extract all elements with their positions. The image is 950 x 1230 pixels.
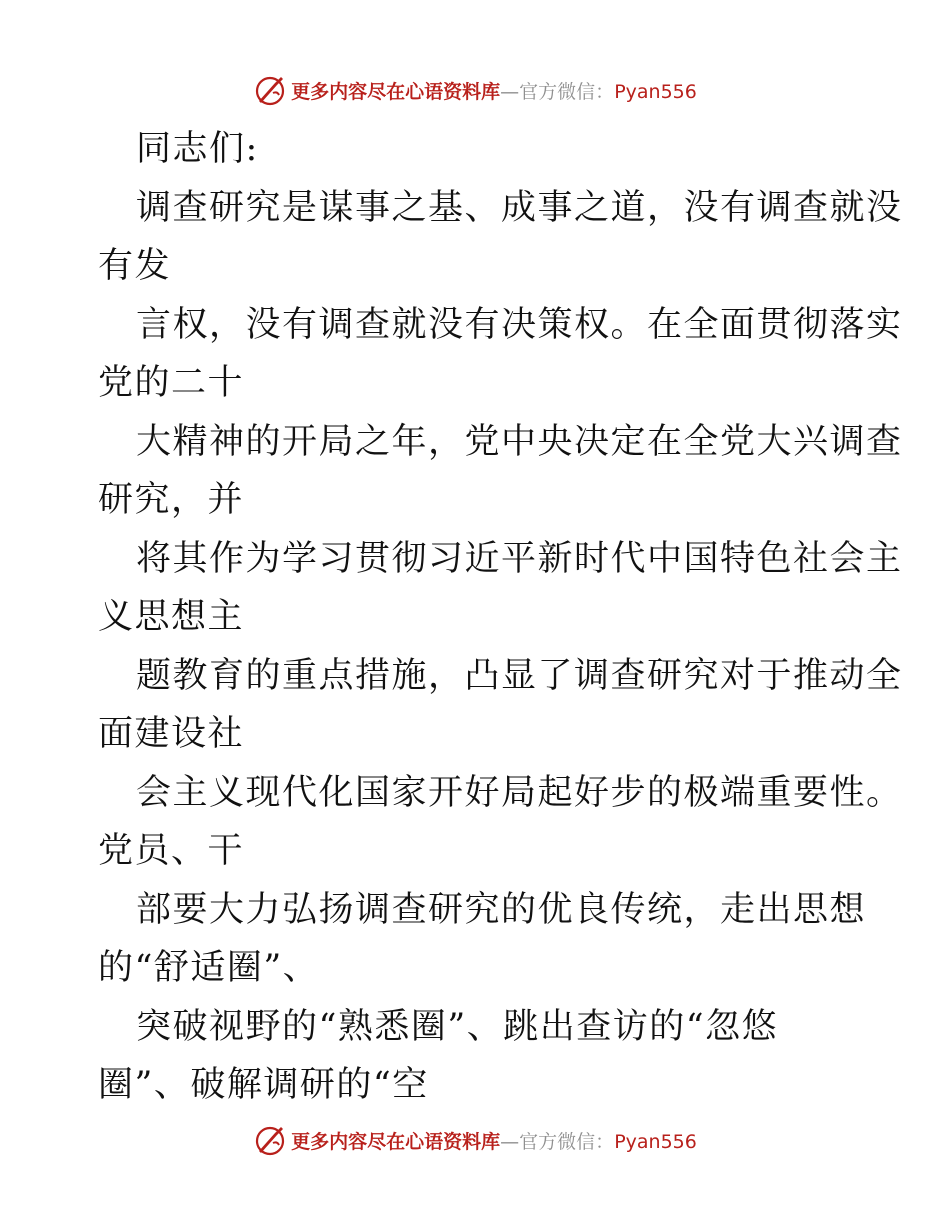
- text-line: 面建设社: [98, 714, 245, 754]
- header-watermark: [0, 70, 950, 110]
- text-line: 圈”、破解调研的“空: [98, 1065, 429, 1105]
- text-line: 的“舒适圈”、: [98, 948, 320, 988]
- watermark-brand: 更多内容尽在心语资料库: [291, 80, 501, 103]
- watermark-dash: —: [500, 1130, 520, 1153]
- text-line: 调查研究是谋事之基、成事之道，没有调查就没: [136, 187, 903, 228]
- text-line: 部要大力弘扬调查研究的优良传统，走出思想: [136, 889, 867, 930]
- watermark-official-label: 官方微信：: [519, 80, 615, 103]
- pen-logo-icon: [253, 73, 287, 107]
- text-line: 党员、干: [98, 831, 245, 871]
- watermark-text: [291, 1127, 697, 1154]
- document-body: [98, 120, 903, 1115]
- text-line: 有发: [98, 246, 172, 286]
- text-line: 将其作为学习贯彻习近平新时代中国特色社会主: [136, 538, 903, 579]
- text-line: 党的二十: [98, 363, 245, 403]
- watermark-wechat-id: Pyan556: [614, 80, 697, 103]
- pen-logo-icon: [253, 1123, 287, 1157]
- text-line: 言权，没有调查就没有决策权。在全面贯彻落实: [136, 304, 903, 345]
- text-line: 突破视野的“熟悉圈”、跳出查访的“忽悠: [136, 1006, 779, 1047]
- text-line: 大精神的开局之年，党中央决定在全党大兴调查: [136, 421, 903, 462]
- text-line: 题教育的重点措施，凸显了调查研究对于推动全: [136, 655, 903, 696]
- watermark-dash: —: [500, 80, 520, 103]
- watermark-brand: 更多内容尽在心语资料库: [291, 1130, 501, 1153]
- watermark-wechat-id: Pyan556: [614, 1130, 697, 1153]
- text-line: 同志们:: [136, 129, 259, 169]
- footer-watermark: [0, 1120, 950, 1160]
- text-line: 会主义现代化国家开好局起好步的极端重要性。: [136, 772, 903, 813]
- text-line: 义思想主: [98, 597, 245, 637]
- watermark-text: [291, 77, 697, 104]
- text-line: 研究，并: [98, 480, 245, 520]
- watermark-official-label: 官方微信：: [519, 1130, 615, 1153]
